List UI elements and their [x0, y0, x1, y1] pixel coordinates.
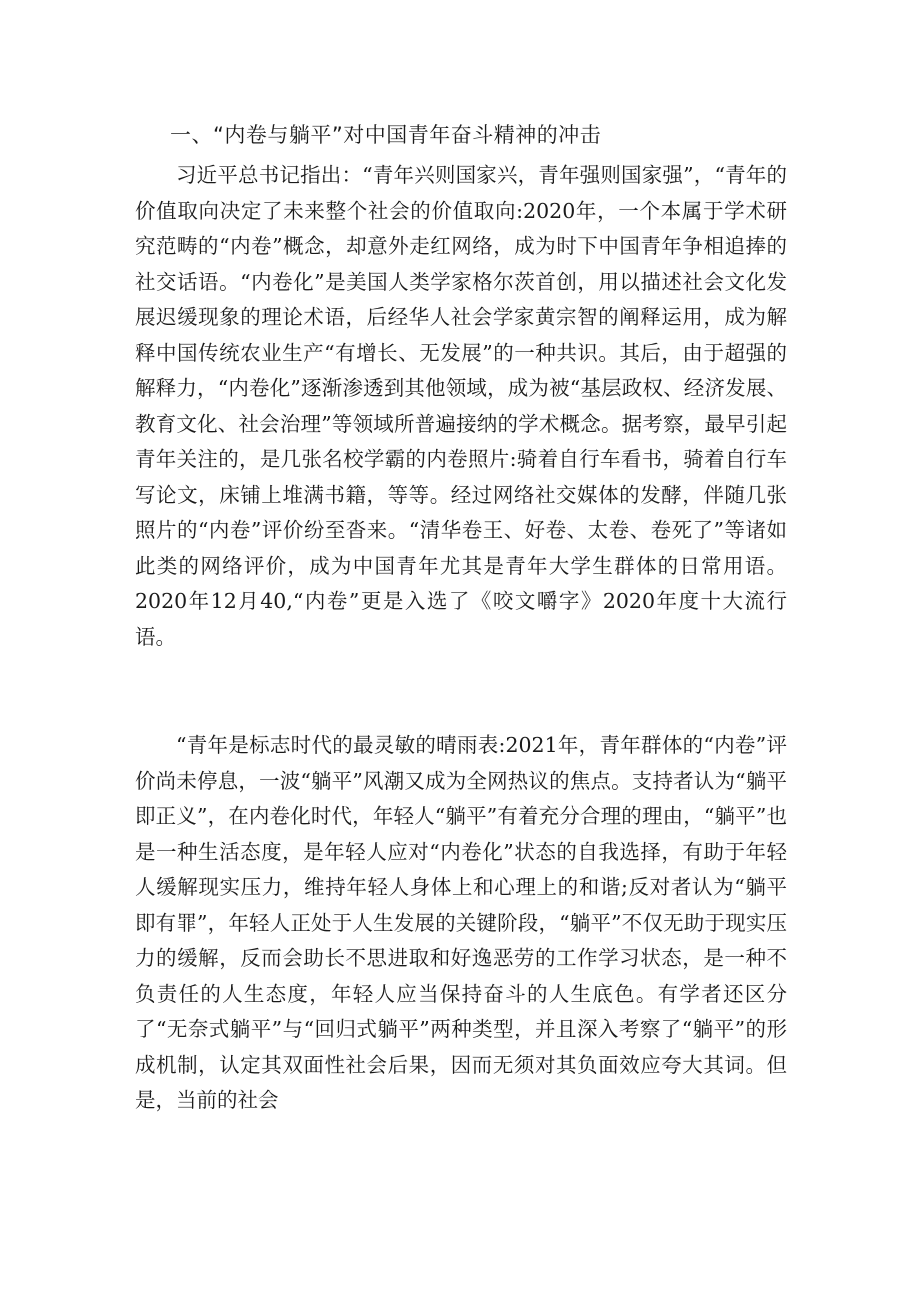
body-paragraph-2: “青年是标志时代的最灵敏的晴雨表:2021年，青年群体的“内卷”评价尚未停息，一波“躺平”风潮又成为全网热议的焦点。支持者认为“躺平即正义”，在内卷化时代，年轻人“躺平”有着充分合理的理由，“躺平”也是一种生活态度，是年轻人应对“内卷化”状态的自我选择，有助于年轻人缓解现实压力，维持年轻人身体上和心理上的和谐;反对者认为“躺平即有罪”，年轻人正处于人生发展的关键阶段，“躺平”不仅无助于现实压力的缓解，反而会助长不思进取和好逸恶劳的工作学习状态，是一种不负责任的人生态度，年轻人应当保持奋斗的人生底色。有学者还区分了“无奈式躺平”与“回归式躺平”两种类型，并且深入考察了“躺平”的形成机制，认定其双面性社会后果，因而无须对其负面效应夸大其词。但是，当前的社会	[135, 733, 787, 1112]
section-heading: 一、“内卷与躺平”对中国青年奋斗精神的冲击	[170, 123, 602, 147]
body-paragraph-1: 习近平总书记指出：“青年兴则国家兴，青年强则国家强”，“青年的价值取向决定了未来整个社会的价值取向:2020年，一个本属于学术研究范畴的“内卷”概念，却意外走红网络，成为时下中国青年争相追捧的社交话语。“内卷化”是美国人类学家格尔茨首创，用以描述社会文化发展迟缓现象的理论术语，后经华人社会学家黄宗智的阐释运用，成为解释中国传统农业生产“有增长、无发展”的一种共识。其后，由于超强的解释力，“内卷化”逐渐渗透到其他领域，成为被“基层政权、经济发展、教育文化、社会治理”等领域所普遍接纳的学术概念。据考察，最早引起青年关注的，是几张名校学霸的内卷照片:骑着自行车看书，骑着自行车写论文，床铺上堆满书籍，等等。经过网络社交媒体的发酵，伴随几张照片的“内卷”评价纷至沓来。“清华卷王、好卷、太卷、卷死了”等诸如此类的网络评价，成为中国青年尤其是青年大学生群体的日常用语。2020年12月40,“内卷”更是入选了《咬文嚼字》2020年度十大流行语。	[135, 163, 787, 649]
